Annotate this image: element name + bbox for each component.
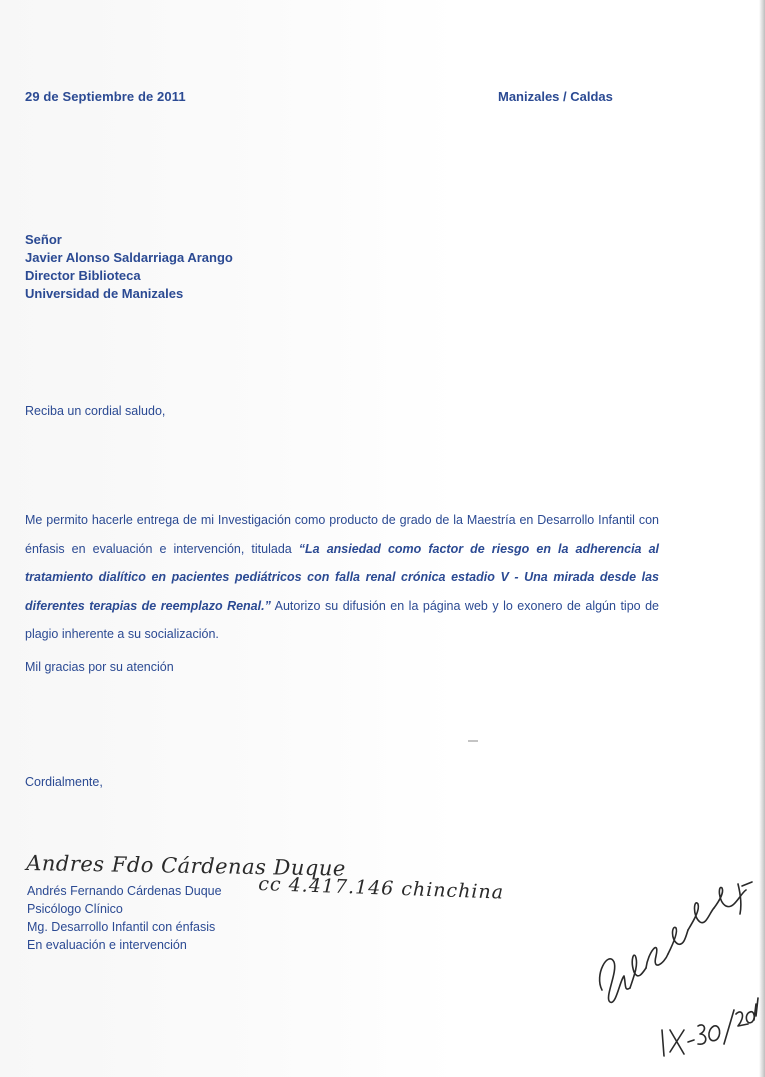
thesis-title: “La ansiedad como factor de riesgo en la adherencia al tratamiento dialítico en pacientes pediátricos con falla renal crónica estadio V - Una mirada desde las diferentes terapias de reemplazo Renal.” [25, 541, 659, 613]
handwritten-id-note: cc 4.417.146 chinchina [258, 873, 505, 904]
letter-body [25, 506, 659, 649]
signer-profession: Psicólogo Clínico [27, 902, 123, 916]
scan-edge [759, 0, 765, 1077]
thanks-line: Mil gracias por su atención [25, 660, 174, 674]
recipient-salutation: Señor [25, 232, 62, 247]
closing-line: Cordialmente, [25, 775, 103, 789]
signer-degree-cont: En evaluación e intervención [27, 938, 187, 952]
greeting: Reciba un cordial saludo, [25, 404, 166, 418]
recipient-block [25, 231, 233, 303]
receipt-signature [590, 880, 760, 1070]
recipient-institution: Universidad de Manizales [25, 286, 184, 301]
body-outro: Autorizo su difusión en la página web y lo exonero de algún tipo de plagio inherente a su socialización. [25, 598, 659, 641]
body-intro: Me permito hacerle entrega de mi Investigación como producto de grado de la Maestría en Desarrollo Infantil con énfasis en evaluación e intervención, titulada [25, 513, 659, 556]
handwritten-name: Andres Fdo Cárdenas Duque [26, 851, 347, 881]
signer-name: Andrés Fernando Cárdenas Duque [27, 884, 222, 898]
recipient-position: Director Biblioteca [25, 268, 141, 283]
letter-date: 29 de Septiembre de 2011 [25, 89, 186, 104]
signer-degree: Mg. Desarrollo Infantil con énfasis [27, 920, 216, 934]
scan-speck [468, 739, 478, 743]
recipient-name: Javier Alonso Saldarriaga Arango [25, 250, 233, 265]
signature-block [27, 882, 222, 954]
letter-place: Manizales / Caldas [498, 89, 613, 104]
